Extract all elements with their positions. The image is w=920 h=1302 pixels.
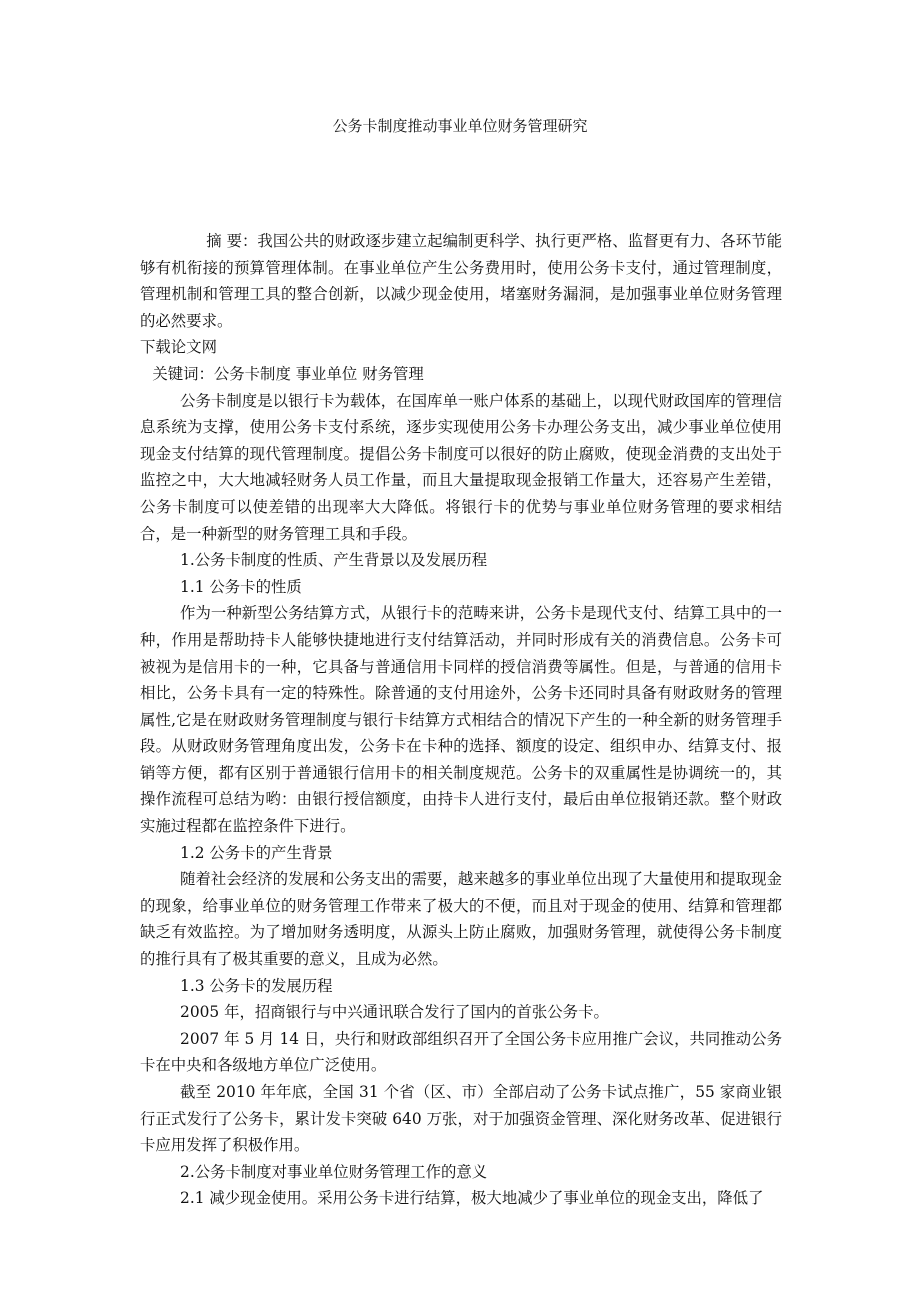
section-heading-1-2: 1.2 公务卡的产生背景 (180, 843, 333, 862)
section-heading-2: 2.公务卡制度对事业单位财务管理工作的意义 (180, 1162, 488, 1181)
document-body (140, 228, 782, 1212)
paragraph-1-2: 随着社会经济的发展和公务支出的需要，越来越多的事业单位出现了大量使用和提取现金的现象，给事业单位的财务管理工作带来了极大的不便，而且对于现金的使用、结算和管理都缺乏有效监控。为了增加财务透明度，从源头上防止腐败，加强财务管理，就使得公务卡制度的推行具有了极其重要的意义，且成为必然。 (140, 870, 782, 969)
document-title: 公务卡制度推动事业单位财务管理研究 (332, 117, 588, 135)
intro-paragraph: 公务卡制度是以银行卡为载体，在国库单一账户体系的基础上，以现代财政国库的管理信息系统为支撑，使用公务卡支付系统，逐步实现使用公务卡办理公务支出，减少事业单位使用现金支付结算的现代管理制度。提倡公务卡制度可以很好的防止腐败，使现金消费的支出处于监控之中，大大地减轻财务人员工作量，而且大量提取现金报销工作量大，还容易产生差错，公务卡制度可以使差错的出现率大大降低。将银行卡的优势与事业单位财务管理的要求相结合，是一种新型的财务管理工具和手段。 (140, 391, 782, 543)
paragraph-1-3-a: 2005 年，招商银行与中兴通讯联合发行了国内的首张公务卡。 (180, 1003, 609, 1022)
paragraph-1-3-c: 截至 2010 年年底，全国 31 个省（区、市）全部启动了公务卡试点推广，55 家商业银行正式发行了公务卡，累计发卡突破 640 万张，对于加强资金管理、深化财务改革、促进银行卡应用发挥了积极作用。 (140, 1083, 782, 1155)
paragraph-1-1: 作为一种新型公务结算方式，从银行卡的范畴来讲，公务卡是现代支付、结算工具中的一种，作用是帮助持卡人能够快捷地进行支付结算活动，并同时形成有关的消费信息。公务卡可被视为是信用卡的一种，它具备与普通信用卡同样的授信消费等属性。但是，与普通的信用卡相比，公务卡具有一定的特殊性。除普通的支付用途外，公务卡还同时具备有财政财务的管理属性,它是在财政财务管理制度与银行卡结算方式相结合的情况下产生的一种全新的财务管理手段。从财政财务管理角度出发，公务卡在卡种的选择、额度的设定、组织申办、结算支付、报销等方便，都有区别于普通银行信用卡的相关制度规范。公务卡的双重属性是协调统一的，其操作流程可总结为哟：由银行授信额度，由持卡人进行支付，最后由单位报销还款。整个财政实施过程都在监控条件下进行。 (140, 604, 782, 836)
abstract-paragraph: 摘 要：我国公共的财政逐步建立起编制更科学、执行更严格、监督更有力、各环节能够有机衔接的预算管理体制。在事业单位产生公务费用时，使用公务卡支付，通过管理制度，管理机制和管理工具的整合创新，以减少现金使用，堵塞财务漏洞，是加强事业单位财务管理的必然要求。 (140, 232, 782, 330)
section-heading-1-3: 1.3 公务卡的发展历程 (180, 976, 333, 995)
section-heading-1: 1.公务卡制度的性质、产生背景以及发展历程 (180, 551, 488, 570)
paragraph-2-1: 2.1 减少现金使用。采用公务卡进行结算，极大地减少了事业单位的现金支出，降低了 (180, 1189, 764, 1208)
section-heading-1-1: 1.1 公务卡的性质 (180, 577, 302, 596)
paragraph-1-3-b: 2007 年 5 月 14 日，央行和财政部组织召开了全国公务卡应用推广会议，共同推动公务卡在中央和各级地方单位广泛使用。 (140, 1029, 782, 1075)
source-line: 下载论文网 (140, 338, 217, 357)
keywords-line: 关键词：公务卡制度 事业单位 财务管理 (152, 364, 424, 383)
